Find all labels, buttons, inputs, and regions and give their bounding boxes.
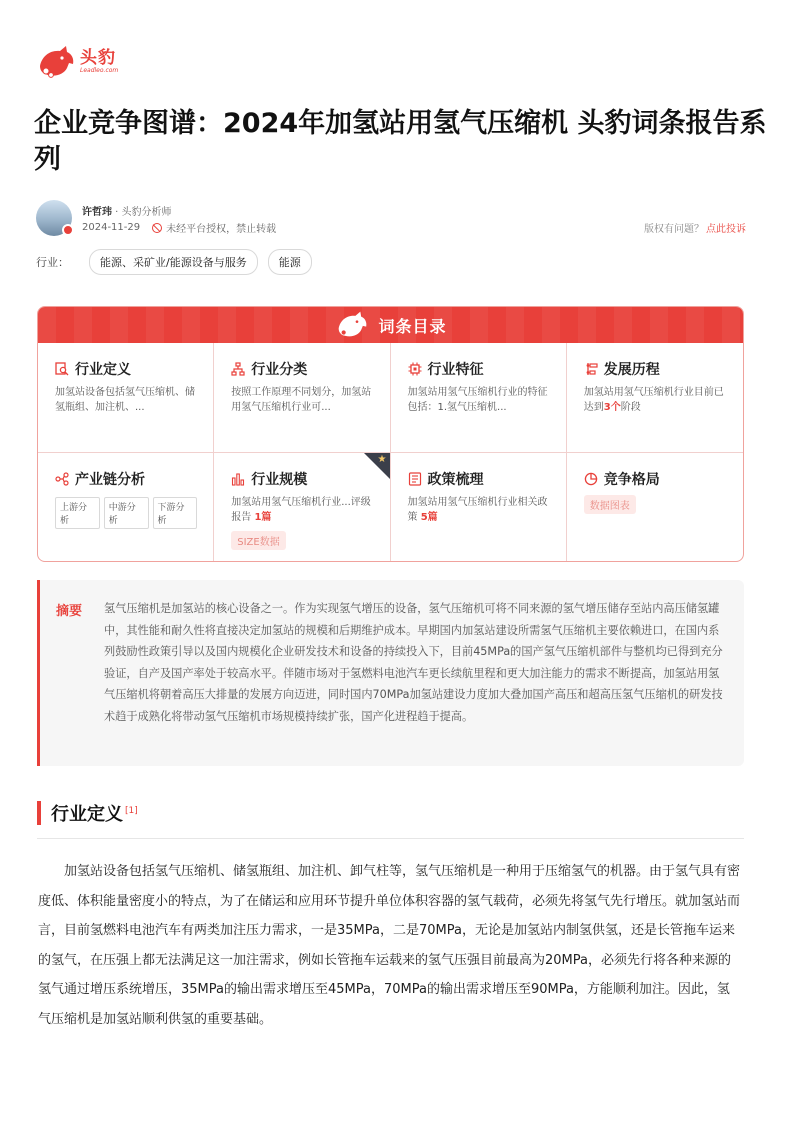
toc-item-title: 产业链分析	[75, 472, 145, 488]
brand-domain: Leadleo.com	[80, 67, 119, 74]
timeline-icon	[584, 362, 598, 376]
leopard-logo-icon	[334, 310, 370, 340]
downstream-tag[interactable]: 下游分析	[153, 497, 198, 529]
toc-item-title: 行业特征	[427, 362, 484, 378]
toc-item-desc: 按照工作原理不同划分，加氢站用氢气压缩机行业可...	[231, 387, 372, 413]
avatar-badge-icon	[62, 224, 74, 236]
abstract-box	[37, 580, 744, 766]
toc-header	[38, 307, 743, 343]
toc-item-classification[interactable]	[214, 343, 390, 453]
upstream-tag[interactable]: 上游分析	[55, 497, 100, 529]
toc-item-title: 竞争格局	[603, 472, 660, 488]
data-chart-badge[interactable]: 数据图表	[584, 495, 636, 514]
publish-date: 2024-11-29	[82, 222, 141, 233]
footnote-ref[interactable]: [1]	[125, 806, 138, 816]
author-separator: ·	[112, 207, 122, 218]
toc-item-desc: 加氢站设备包括氢气压缩机、储氢瓶组、加注机、...	[55, 387, 195, 413]
toc-item-title: 行业定义	[75, 362, 131, 378]
copyright-question: 版权有问题？	[644, 224, 704, 235]
hierarchy-icon	[231, 362, 245, 376]
chip-icon	[408, 362, 422, 376]
toc-item-definition[interactable]	[38, 343, 214, 453]
desc-count: 1篇	[254, 512, 272, 523]
copy-notice: 未经平台授权，禁止转载	[166, 224, 277, 235]
toc-item-title: 政策梳理	[427, 472, 484, 488]
toc-item-desc	[231, 495, 373, 525]
pie-icon	[584, 472, 598, 486]
leopard-logo-icon	[36, 44, 76, 80]
desc-text: 加氢站用氢气压缩机行业...评级报告	[231, 497, 371, 523]
toc-item-title: 发展历程	[603, 362, 660, 378]
date-line	[82, 220, 276, 235]
toc-item-policy[interactable]	[391, 453, 567, 562]
section-title	[51, 800, 138, 826]
desc-text: 加氢站用氢气压缩机行业相关政策	[407, 497, 548, 523]
toc-item-desc: 加氢站用氢气压缩机行业的特征包括：1.氢气压缩机...	[407, 387, 548, 413]
section-title-text: 行业定义	[51, 804, 123, 825]
abstract-label: 摘要	[56, 604, 83, 619]
bar-chart-icon	[231, 472, 245, 486]
toc-item-desc	[584, 385, 727, 415]
abstract-text: 氢气压缩机是加氢站的核心设备之一。作为实现氢气增压的设备，氢气压缩机可将不同来源的氢气增压储存至站内高压储氢罐中，其性能和耐久性将直接决定加氢站的规模和后期维护成本。早期国内加氢站建设所需氢气压缩机主要依赖进口，在国内系列鼓励性政策引导以及国内规模化企业研发技术和设备的持续投入下，目前45MPa的国产氢气压缩机部件与整机均已得到充分验证，自产及国产率处于较高水平。伴随市场对于氢燃料电池汽车更长续航里程和更大加注能力的需求不断提高，加氢站用氢气压缩机将朝着高压大排量的发展方向迈进，同时国内70MPa加氢站建设力度加大叠加国产高压和超高压氢气压缩机的研发技术趋于成熟化将带动氢气压缩机市场规模持续扩张，国产化进程趋于提高。	[104, 602, 723, 723]
toc-item-title: 行业规模	[251, 472, 308, 488]
toc-item-history[interactable]	[567, 343, 743, 453]
author-role: 头豹分析师	[121, 207, 172, 218]
policy-doc-icon	[408, 472, 422, 486]
search-doc-icon	[55, 362, 69, 376]
no-entry-icon	[152, 223, 162, 233]
size-data-badge[interactable]: SIZE数据	[231, 531, 285, 550]
report-link[interactable]: 点此投诉	[706, 224, 746, 235]
desc-suffix: 阶段	[620, 402, 641, 413]
section-accent-bar	[37, 801, 41, 825]
toc-title: 词条目录	[378, 316, 447, 336]
star-icon: ★	[377, 454, 387, 465]
industry-tag[interactable]: 能源	[268, 249, 312, 275]
toc-item-features[interactable]	[391, 343, 567, 453]
industry-tags	[36, 250, 312, 274]
author-info	[36, 198, 746, 238]
toc-item-market-size[interactable]	[214, 453, 390, 562]
midstream-tag[interactable]: 中游分析	[104, 497, 149, 529]
toc-item-competition[interactable]	[567, 453, 743, 562]
page-title: 企业竞争图谱：2024年加氢站用氢气压缩机 头豹词条报告系列	[34, 108, 767, 175]
brand-logo[interactable]	[36, 44, 132, 80]
desc-count: 3个	[603, 402, 621, 413]
section-heading	[37, 800, 138, 826]
brand-name: 头豹	[80, 48, 116, 68]
toc-item-industry-chain[interactable]	[38, 453, 214, 562]
industry-label: 行业：	[36, 256, 69, 269]
author-line	[82, 203, 172, 218]
table-of-contents	[37, 306, 744, 562]
author-name[interactable]: 许哲玮	[82, 207, 112, 218]
definition-paragraph: 加氢站设备包括氢气压缩机、储氢瓶组、加注机、卸气柱等，氢气压缩机是一种用于压缩氢气的机器。由于氢气具有密度低、体积能量密度小的特点，为了在储运和应用环节提升单位体积容器的氢气载荷，必须先将氢气先行增压。就加氢站而言，目前氢燃料电池汽车有两类加注压力需求，一是35MPa，二是70MPa，无论是加氢站内制氢供氢，还是长管拖车运来的氢气，在压强上都无法满足这一加注需求，例如长管拖车运载来的氢气压强目前最高为20MPa，必须先行将各种来源的氢气通过增压系统增压，35MPa的输出需求增压至45MPa，70MPa的输出需求增压至90MPa，方能顺利加注。因此，氢气压缩机是加氢站顺利供氢的重要基础。	[38, 864, 741, 1027]
section-divider	[37, 838, 744, 839]
industry-tag[interactable]: 能源、采矿业/能源设备与服务	[89, 249, 258, 275]
toc-item-desc	[408, 495, 550, 525]
chain-icon	[55, 472, 69, 486]
desc-count: 5篇	[420, 512, 438, 523]
toc-item-title: 行业分类	[251, 362, 308, 378]
desc-text: 加氢站用氢气压缩机行业目前已达到	[583, 387, 724, 413]
copyright-notice	[644, 220, 746, 235]
